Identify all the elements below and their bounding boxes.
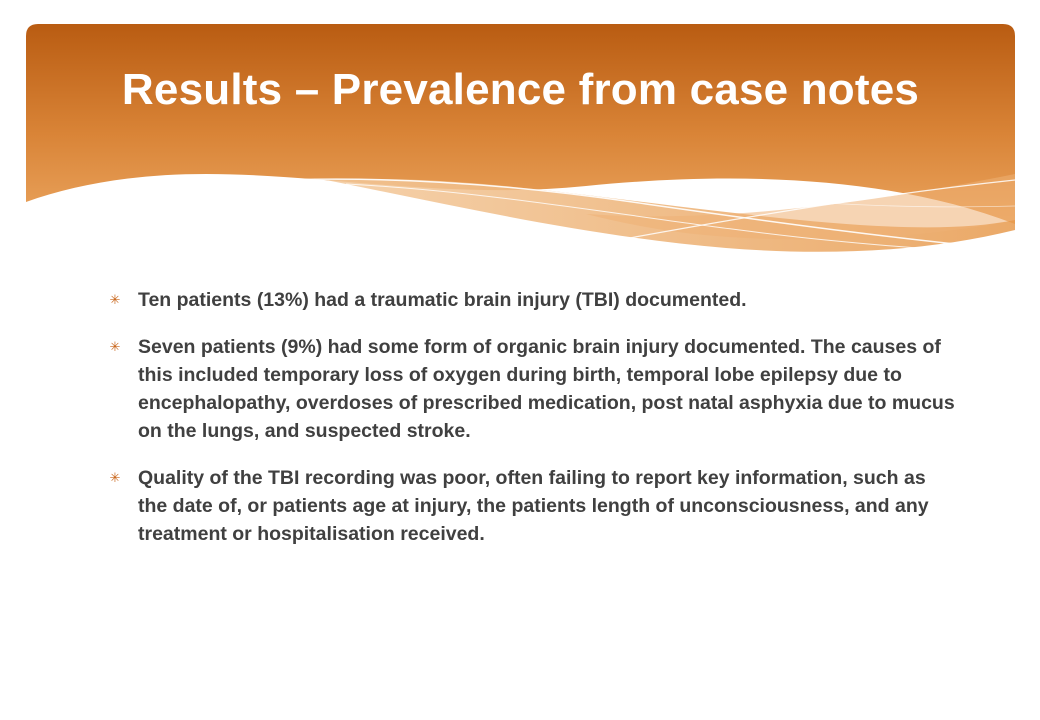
slide-title: Results – Prevalence from case notes xyxy=(121,65,920,114)
list-item xyxy=(108,464,958,548)
list-item xyxy=(108,333,958,445)
asterisk-bullet-icon: ✳ xyxy=(109,292,121,307)
asterisk-bullet-icon: ✳ xyxy=(109,339,121,354)
list-item xyxy=(108,286,958,314)
bullet-text: Quality of the TBI recording was poor, often failing to report key information, such as the date of, or patients age at injury, the patients length of unconsciousness, and any treatment or hospitalisation received. xyxy=(138,467,929,545)
bullet-list xyxy=(108,286,958,567)
bullet-text: Seven patients (9%) had some form of organic brain injury documented. The causes of this included temporary loss of oxygen during birth, temporal lobe epilepsy due to encephalopathy, overdoses of prescribed medication, post natal asphyxia due to mucus on the lungs, and suspected stroke. xyxy=(138,336,955,442)
asterisk-bullet-icon: ✳ xyxy=(109,470,121,485)
bullet-text: Ten patients (13%) had a traumatic brain injury (TBI) documented. xyxy=(138,289,747,311)
